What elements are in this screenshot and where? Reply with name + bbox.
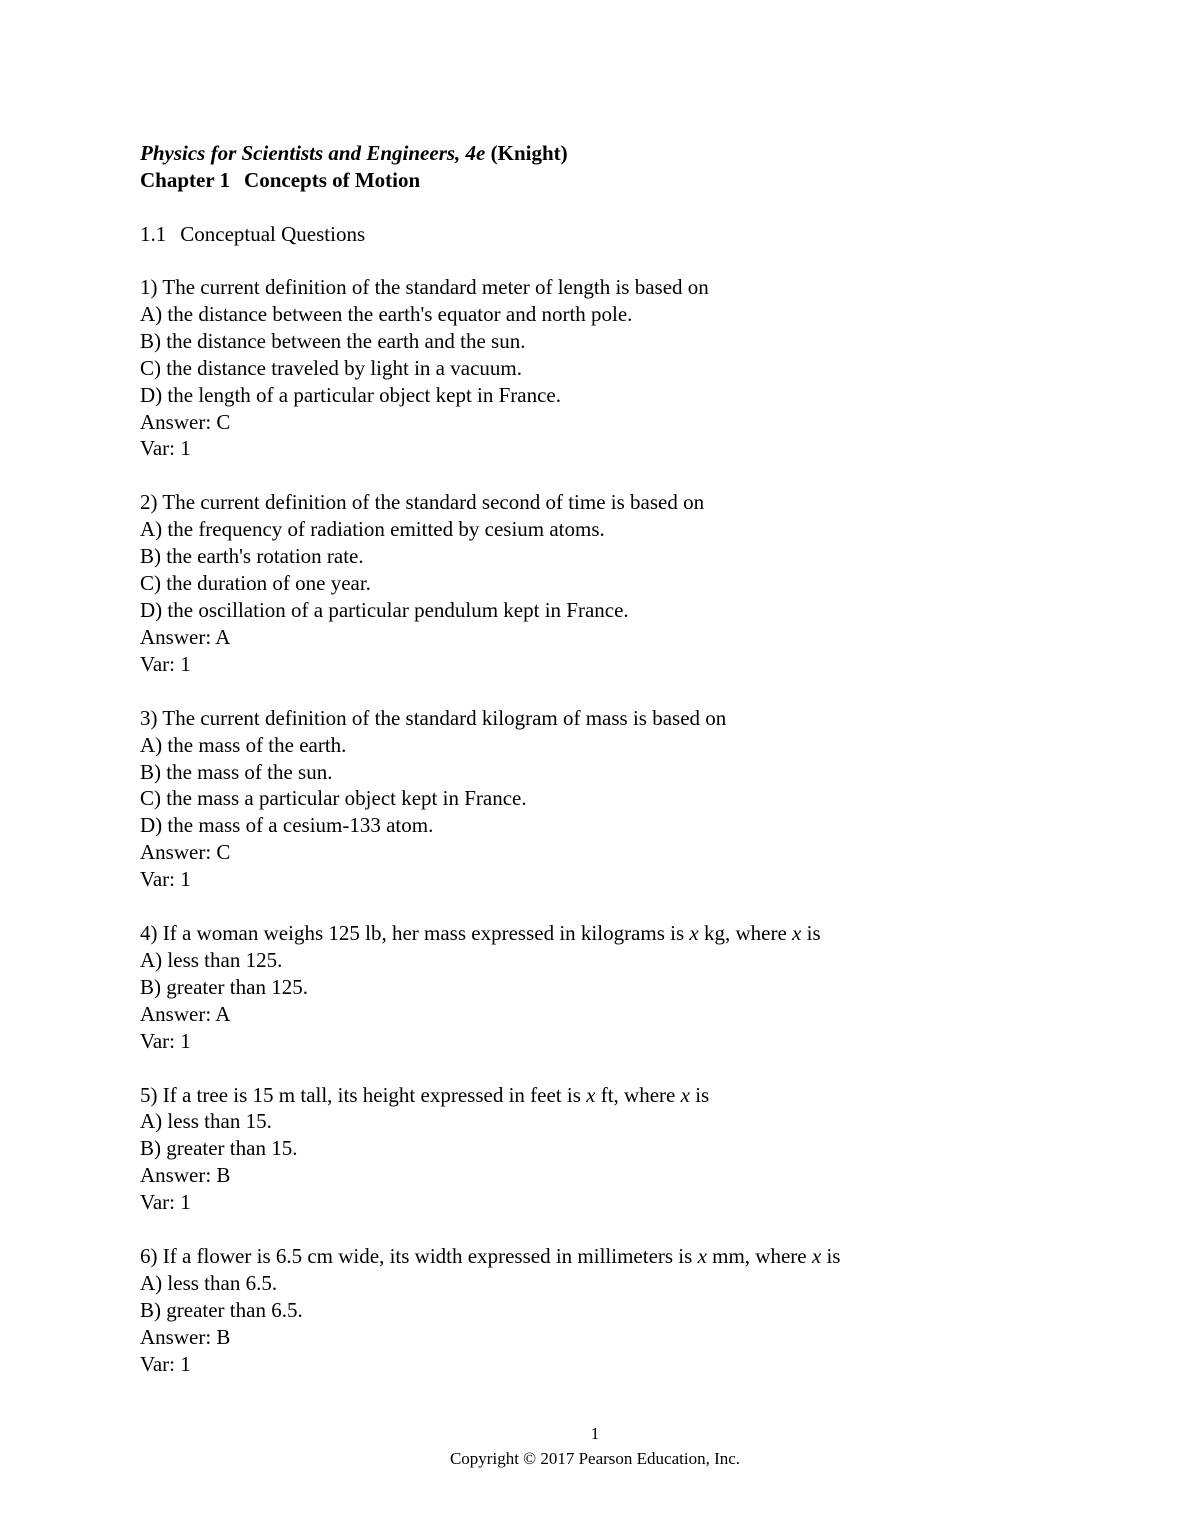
option-b: B) the distance between the earth and the sun. — [140, 328, 526, 353]
answer-line: Answer: A — [140, 1001, 231, 1026]
book-title: Physics for Scientists and Engineers, 4e — [140, 141, 486, 165]
chapter-title: Concepts of Motion — [244, 168, 421, 192]
question-stem — [140, 1243, 1100, 1270]
question-stem — [140, 705, 1100, 732]
var-line: Var: 1 — [140, 1028, 191, 1053]
page-footer — [0, 1421, 1190, 1471]
question-6 — [140, 1243, 1100, 1378]
option-a: A) the mass of the earth. — [140, 732, 347, 757]
stem-text: 3) The current definition of the standard kilogram of mass is based on — [140, 705, 727, 730]
stem-text: is — [821, 1244, 841, 1269]
option-b: B) the mass of the sun. — [140, 759, 333, 784]
stem-text: kg, where — [698, 921, 793, 946]
option-a: A) less than 15. — [140, 1109, 272, 1134]
option-b: B) greater than 15. — [140, 1136, 298, 1161]
stem-text: is — [689, 1082, 710, 1107]
option-a: A) less than 125. — [140, 947, 283, 972]
question-stem — [140, 274, 1100, 301]
question-list — [140, 274, 1100, 1405]
option-c: C) the mass a particular object kept in France. — [140, 786, 527, 811]
answer-line: Answer: B — [140, 1324, 231, 1349]
option-c: C) the distance traveled by light in a vacuum. — [140, 355, 522, 380]
option-b: B) greater than 6.5. — [140, 1297, 303, 1322]
book-author: (Knight) — [490, 141, 568, 165]
chapter-heading — [140, 167, 568, 194]
stem-text: is — [801, 921, 821, 946]
var-line: Var: 1 — [140, 651, 191, 676]
stem-text: 4) If a woman weighs 125 lb, her mass expressed in kilograms is — [140, 921, 690, 946]
var-line: Var: 1 — [140, 1190, 191, 1215]
stem-text: 1) The current definition of the standard meter of length is based on — [140, 275, 709, 299]
answer-line: Answer: C — [140, 409, 231, 434]
option-d: D) the length of a particular object kept in France. — [140, 382, 562, 407]
question-1 — [140, 274, 1100, 462]
answer-line: Answer: A — [140, 624, 231, 649]
option-b: B) the earth's rotation rate. — [140, 544, 364, 569]
book-title-line — [140, 140, 568, 167]
answer-line: Answer: C — [140, 840, 231, 865]
answer-line: Answer: B — [140, 1163, 231, 1188]
var-line: Var: 1 — [140, 867, 191, 892]
option-a: A) the distance between the earth's equator and north pole. — [140, 301, 633, 326]
option-a: A) less than 6.5. — [140, 1271, 278, 1295]
document-header — [140, 140, 568, 194]
chapter-label: Chapter 1 — [140, 168, 231, 192]
option-b: B) greater than 125. — [140, 974, 308, 999]
option-d: D) the oscillation of a particular pendulum kept in France. — [140, 597, 629, 622]
section-heading — [140, 221, 365, 248]
question-stem — [140, 1082, 1100, 1109]
question-5 — [140, 1082, 1100, 1217]
question-2 — [140, 489, 1100, 677]
page-number: 1 — [590, 1424, 600, 1443]
var-line: Var: 1 — [140, 1351, 191, 1376]
question-3 — [140, 705, 1100, 893]
option-d: D) the mass of a cesium-133 atom. — [140, 813, 434, 838]
stem-text: ft, where — [595, 1082, 681, 1107]
question-stem — [140, 489, 1100, 516]
copyright-notice: Copyright © 2017 Pearson Education, Inc. — [449, 1449, 741, 1468]
section-title: Conceptual Questions — [180, 222, 366, 246]
question-4 — [140, 920, 1100, 1055]
variable-x: x — [680, 1082, 690, 1107]
variable-x: x — [689, 921, 699, 946]
variable-x: x — [792, 921, 802, 946]
stem-text: 5) If a tree is 15 m tall, its height expressed in feet is — [140, 1082, 587, 1107]
stem-text: 6) If a flower is 6.5 cm wide, its width expressed in millimeters is — [140, 1244, 698, 1269]
option-a: A) the frequency of radiation emitted by cesium atoms. — [140, 517, 605, 542]
question-stem — [140, 920, 1100, 947]
stem-text: mm, where — [706, 1244, 812, 1269]
variable-x: x — [811, 1244, 822, 1269]
option-c: C) the duration of one year. — [140, 571, 371, 596]
section-number: 1.1 — [140, 222, 167, 246]
variable-x: x — [697, 1244, 707, 1269]
var-line: Var: 1 — [140, 436, 191, 461]
stem-text: 2) The current definition of the standard second of time is based on — [140, 490, 705, 515]
variable-x: x — [586, 1082, 596, 1107]
